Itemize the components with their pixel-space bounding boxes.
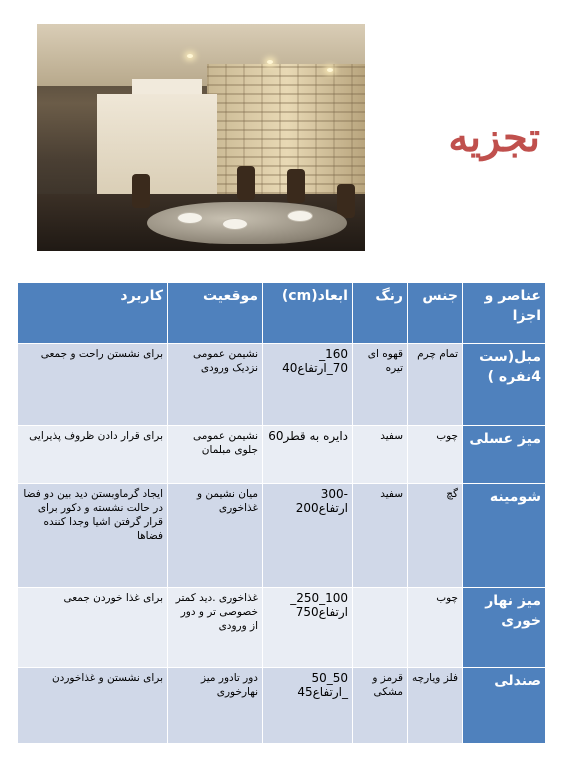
cell-location: نشیمن عمومی نزدیک ورودی [168,344,263,426]
cell-dimensions: 100_250_ ارتفاع750 [263,588,353,668]
header-location: موقعیت [168,283,263,344]
cell-location: غذاخوری .دید کمتر خصوصی تر و دور از ورودی [168,588,263,668]
cell-dimensions: دایره به قطر60 [263,426,353,484]
cell-material: چوب [408,588,463,668]
table-row [18,344,546,426]
photo-fireplace [97,94,217,204]
cell-usage: برای نشستن راحت و جمعی [18,344,168,426]
cell-dimensions: 160_ 70_ارتفاع40 [263,344,353,426]
photo-ceiling-light [187,54,193,58]
cell-usage: برای قرار دادن ظروف پذیرایی [18,426,168,484]
cell-location: نشیمن عمومی جلوی مبلمان [168,426,263,484]
cell-usage: ایجاد گرماوبستن دید بین دو فضا در حالت نشسته و دکور برای قرار گرفتن اشیا وجدا کننده فضاها [18,484,168,588]
cell-element: مبل(ست 4نفره ) [463,344,546,426]
photo-chair [132,174,150,208]
cell-color: سفید [353,484,408,588]
photo-plate [222,218,248,230]
cell-material: گچ [408,484,463,588]
cell-color [353,588,408,668]
photo-chair [287,169,305,203]
cell-element: میز نهار خوری [463,588,546,668]
page-title: تجزیه [448,114,540,161]
cell-dimensions: -300 ارتفاع200 [263,484,353,588]
cell-usage: برای غذا خوردن جمعی [18,588,168,668]
cell-material: چوب [408,426,463,484]
table-row [18,668,546,744]
cell-location: میان نشیمن و غذاخوری [168,484,263,588]
cell-element: شومینه [463,484,546,588]
photo-chair [337,184,355,218]
table-header-row [18,283,546,344]
header-usage: کاربرد [18,283,168,344]
cell-material: تمام چرم [408,344,463,426]
cell-element: میز عسلی [463,426,546,484]
cell-dimensions: 50_50 _ارتفاع45 [263,668,353,744]
photo-plate [287,210,313,222]
cell-color: قهوه ای تیره [353,344,408,426]
cell-material: فلز ویارچه [408,668,463,744]
cell-element: صندلی [463,668,546,744]
photo-stone-wall [207,64,365,194]
photo-chair [237,166,255,200]
header-material: جنس [408,283,463,344]
photo-plate [177,212,203,224]
cell-color: قرمز و مشکی [353,668,408,744]
header-color: رنگ [353,283,408,344]
photo-ceiling-light [327,68,333,72]
dining-room-photo [37,24,365,251]
table-row [18,426,546,484]
cell-location: دور تادور میز نهارخوری [168,668,263,744]
cell-usage: برای نشستن و غذاخوردن [18,668,168,744]
furniture-analysis-table [17,282,546,744]
table-row [18,588,546,668]
header-dimensions: ابعاد(cm) [263,283,353,344]
cell-color: سفید [353,426,408,484]
header-elements: عناصر و اجزا [463,283,546,344]
photo-ceiling-light [267,60,273,64]
table-row [18,484,546,588]
